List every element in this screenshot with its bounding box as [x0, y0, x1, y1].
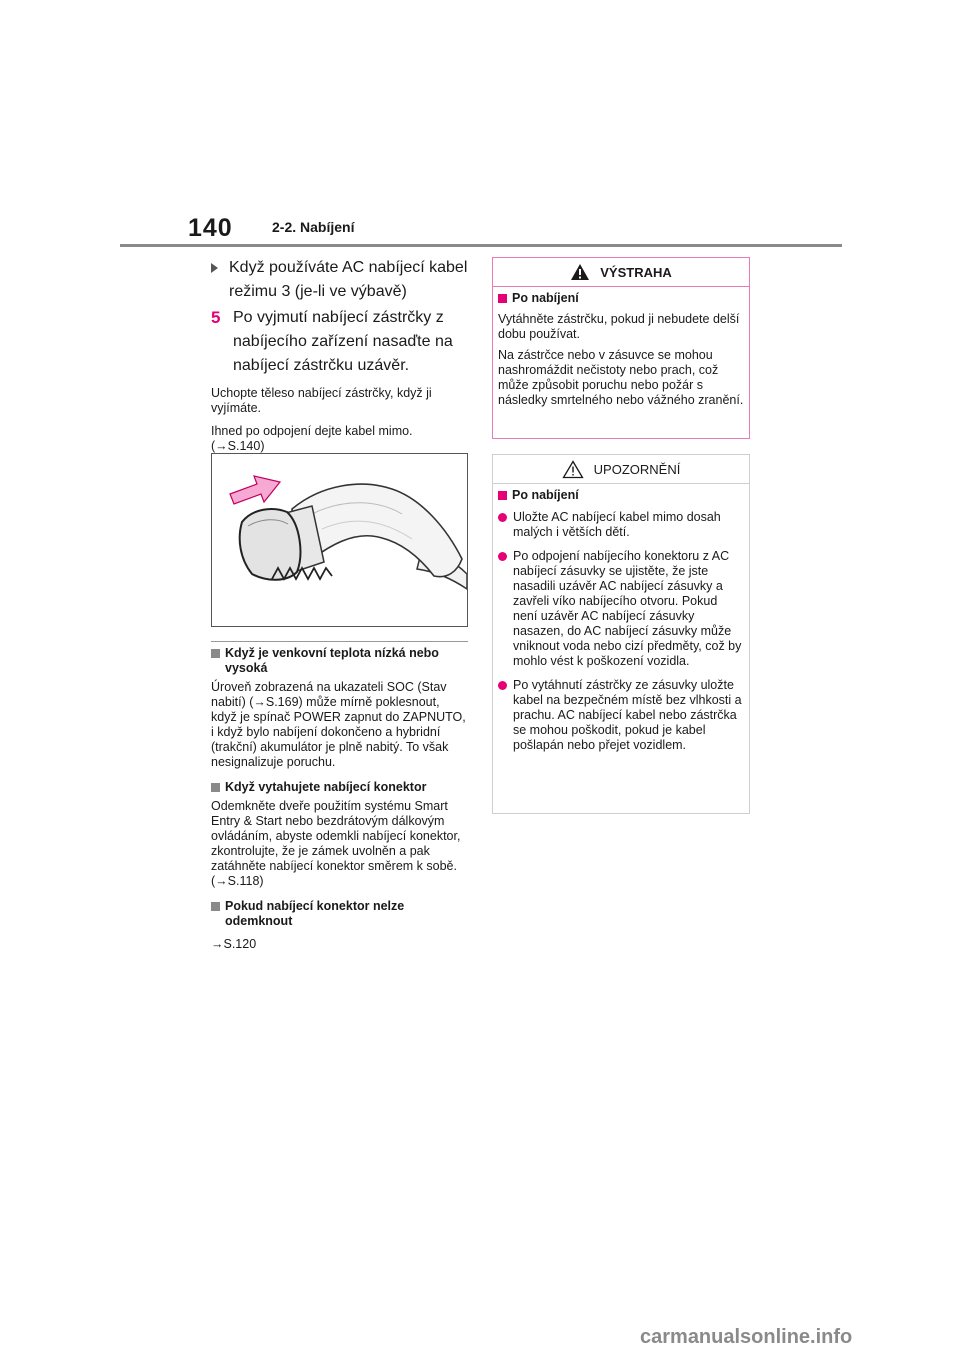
round-bullet-icon: [498, 552, 507, 561]
condition-bullet: [211, 256, 469, 304]
step-number: 5: [211, 308, 221, 327]
triangle-bullet-icon: [211, 256, 229, 304]
note-body: Úroveň zobrazená na ukazateli SOC (Stav nabití) (→S.169) může mírně poklesnout, když je spínač POWER zapnut do ZAPNUTO, i když bylo nabíjení dokončeno a hybridní (trakční) akumulátor je plně nabitý. To však nesignalizuje poruchu.: [211, 680, 466, 769]
paragraph-grip: Uchopte těleso nabíjecí zástrčky, když ji vyjímáte.: [211, 386, 432, 415]
step-text: Po vyjmutí nabíjecí zástrčky z nabíjecího zařízení nasaďte na nabíjecí zástrčku uzávěr.: [233, 309, 453, 374]
square-bullet-icon: [498, 294, 507, 303]
warning-title: Po nabíjení: [498, 291, 744, 306]
warning-triangle-icon: [570, 263, 590, 281]
warning-box: [492, 257, 750, 439]
warning-label: VÝSTRAHA: [600, 264, 672, 280]
note-body: Odemkněte dveře použitím systému Smart Entry & Start nebo bezdrátovým dálkovým ovládáním, abyste odemkli nabíjecí konektor, zkontrolujte, že je zámek uvolněn a pak zatáhněte nabíjecí konektor směrem k sobě. (→S.118): [211, 799, 461, 888]
step-5: [211, 306, 469, 378]
square-bullet-icon: [211, 783, 220, 792]
caution-header: [493, 455, 749, 484]
warning-paragraph-1: Vytáhněte zástrčku, pokud ji nebudete delší dobu používat.: [498, 312, 740, 341]
square-bullet-icon: [211, 902, 220, 911]
notes-section: [211, 646, 468, 952]
page-number: 140: [188, 214, 233, 242]
caution-triangle-icon: [562, 460, 584, 479]
note-temperature: [211, 646, 468, 770]
note-title: Když vytahujete nabíjecí konektor: [211, 780, 468, 795]
figure-divider: [211, 641, 468, 642]
watermark: carmanualsonline.info: [640, 1326, 853, 1348]
paragraph-cable: Ihned po odpojení dejte kabel mimo. (→S.140): [211, 424, 413, 453]
round-bullet-icon: [498, 513, 507, 522]
note-unlock-failure: [211, 899, 468, 952]
caution-item: Po vytáhnutí zástrčky ze zásuvky uložte kabel na bezpečném místě bez vlhkosti a prachu. AC nabíjecí kabel nebo zástrčka se mohou poškodit, pokud je kabel pošlapán nebo přejet vozidlem.: [498, 678, 744, 753]
caution-title: Po nabíjení: [498, 488, 744, 503]
note-title: Pokud nabíjecí konektor nelze odemknout: [211, 899, 468, 929]
plug-cap-illustration: [211, 453, 468, 627]
header-divider: [120, 244, 842, 247]
note-unplugging: [211, 780, 468, 889]
warning-header: [493, 258, 749, 287]
instruction-column: [211, 256, 469, 454]
round-bullet-icon: [498, 681, 507, 690]
square-bullet-icon: [498, 491, 507, 500]
section-title: 2-2. Nabíjení: [272, 219, 355, 235]
caution-item: Po odpojení nabíjecího konektoru z AC nabíjecí zásuvky se ujistěte, že jste nasadili uzávěr AC nabíjecí zásuvky a zavřeli víko nabíjecího otvoru. Pokud není uzávěr AC nabíjecí zásuvky nasazen, do AC nabíjecí zásuvky může vniknout voda nebo cizí předměty, což by mohlo vést k poškození vozidla.: [498, 549, 744, 669]
caution-box: [492, 454, 750, 814]
caution-item: Uložte AC nabíjecí kabel mimo dosah malých i větších dětí.: [498, 510, 744, 540]
condition-text: Když používáte AC nabíjecí kabel režimu 3 (je-li ve výbavě): [229, 259, 468, 300]
warning-paragraph-2: Na zástrčce nebo v zásuvce se mohou nashromáždit nečistoty nebo prach, což může způsobit poruchu nebo požár s následky smrtelného nebo vážného zranění.: [498, 348, 744, 407]
note-title: Když je venkovní teplota nízká nebo vysoká: [211, 646, 468, 676]
caution-label: UPOZORNĚNÍ: [593, 461, 681, 477]
square-bullet-icon: [211, 649, 220, 658]
note-body: →S.120: [211, 937, 257, 951]
charging-plug-icon: [212, 454, 467, 626]
